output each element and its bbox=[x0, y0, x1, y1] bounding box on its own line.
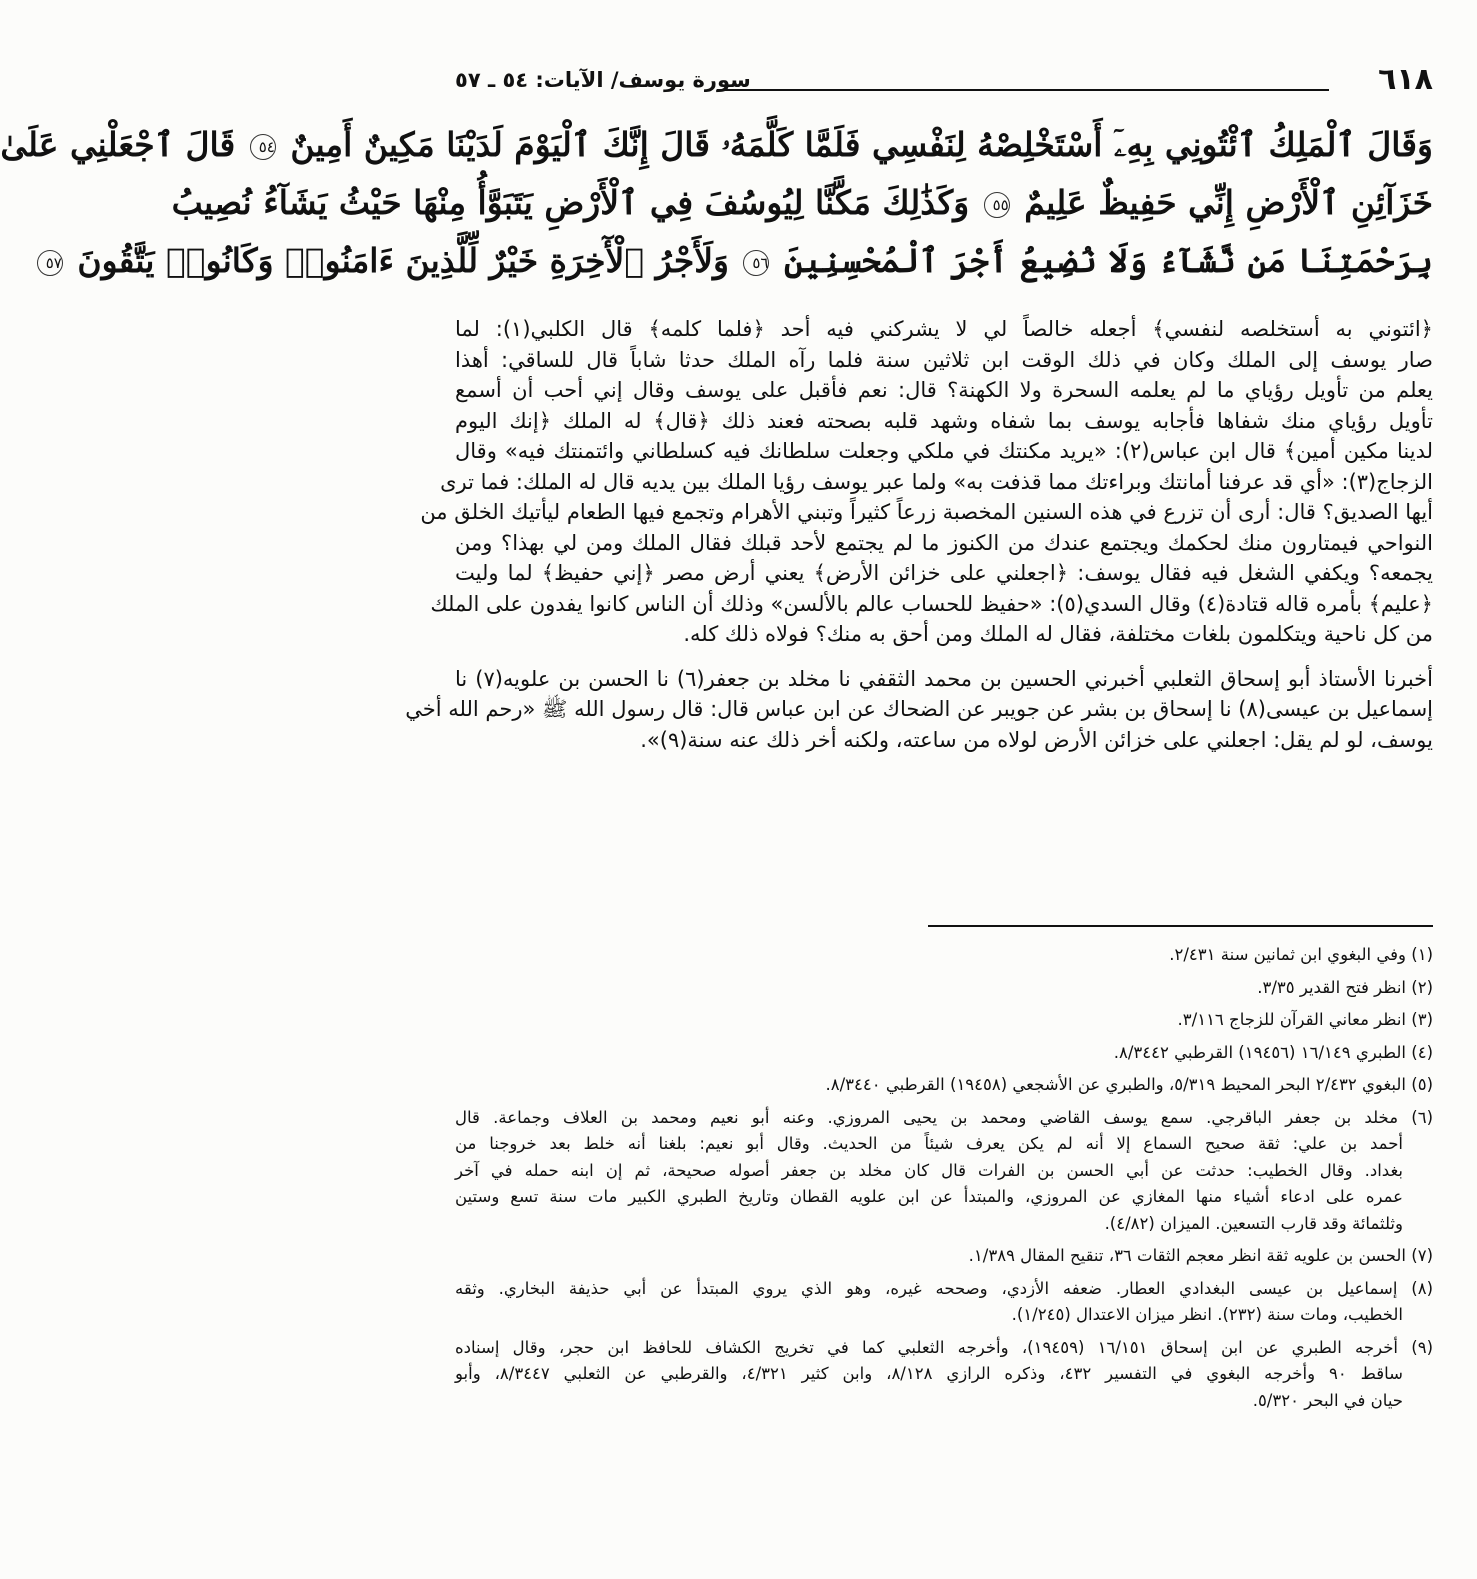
verse-text: بِرَحْمَتِنَا مَن نَّشَآءُ وَلَا نُضِيعُ أَجْرَ ٱلْمُحْسِنِينَ bbox=[783, 241, 1433, 280]
footnote-line: (٢) انظر فتح القدير ٣/٣٥. bbox=[1257, 977, 1433, 997]
body-line: الزجاج(٣): «أي قد عرفنا أمانتك وبراءتك مما قذفت به» ولما عبر يوسف رؤيا الملك بين يديه قال له الملك: فما ترى bbox=[440, 469, 1433, 494]
body-line: ﴿ائتوني به أستخلصه لنفسي﴾ أجعله خالصاً لي لا يشركني فيه أحد ﴿فلما كلمه﴾ قال الكلبي(١): لما bbox=[455, 317, 1433, 341]
footnote-line: (٥) البغوي ٢/٤٣٢ البحر المحيط ٥/٣١٩، والطبري عن الأشجعي (١٩٤٥٨) القرطبي ٨/٣٤٤٠. bbox=[825, 1075, 1433, 1094]
verse-line bbox=[171, 174, 1433, 232]
body-line: لدينا مكين أمين﴾ قال ابن عباس(٢): «يريد مكنتك في ملكي وجعلت سلطانك فيه كسلطاني وائتمنتك فيه» وقال bbox=[455, 439, 1433, 463]
commentary-body bbox=[405, 314, 1433, 755]
ayah-number-marker: ٥٧ bbox=[37, 250, 63, 276]
surah-reference: سورة يوسف/ الآيات: ٥٤ ـ ٥٧ bbox=[455, 68, 751, 92]
footnote-separator bbox=[928, 925, 1433, 927]
verse-line bbox=[0, 116, 1433, 174]
body-line: من كل ناحية ويتكلمون بلغات مختلفة، فقال له الملك ومن أحق به منك؟ فولاه ذلك كله. bbox=[683, 622, 1433, 646]
verses-block bbox=[0, 116, 1433, 290]
body-line: ﴿عليم﴾ بأمره قاله قتادة(٤) وقال السدي(٥): «حفيظ للحساب عالم بالألسن» وذلك أن الناس كانوا يفدون على الملك bbox=[430, 591, 1433, 616]
footnote-line: الخطيب، ومات سنة (٢٣٢). انظر ميزان الاعتدال (١/٢٤٥). bbox=[1011, 1305, 1403, 1324]
header-rule bbox=[717, 89, 1329, 91]
body-line: أيها الصديق؟ قال: أرى أن تزرع في هذه السنين المخصبة زرعاً كثيراً وتبني الأهرام وتجمع فيها الطعام ليأتيك الخلق من bbox=[420, 500, 1433, 524]
body-line: النواحي فيمتارون منك لحكمك ويجتمع عندك من الكنوز ما لم يجتمع لأحد قبلك فقال الملك ومن لي بهذا؟ ومن bbox=[455, 530, 1433, 555]
footnote-line: (٨) إسماعيل بن عيسى البغدادي العطار. ضعفه الأزدي، وصححه غيره، وهو الذي يروي المبتدأ عن أبي حذيفة البخاري. وثقه bbox=[455, 1278, 1433, 1298]
ayah-number-marker: ٥٥ bbox=[984, 192, 1010, 218]
body-line: يعلم من تأويل رؤياي ما لم يعلمه السحرة ولا الكهنة؟ قال: نعم فأقبل على يوسف وقال إني أحب أن أسمع bbox=[455, 378, 1433, 402]
body-line: يجمعه؟ ويكفي الشغل فيه فقال يوسف: ﴿اجعلني على خزائن الأرض﴾ يعني أرض مصر ﴿إني حفيظ﴾ لما وليت bbox=[455, 561, 1433, 585]
page-number: ٦١٨ bbox=[1378, 62, 1433, 97]
body-line: أخبرنا الأستاذ أبو إسحاق الثعلبي أخبرني الحسين بن محمد الثقفي نا مخلد بن جعفر(٦) نا الحسن بن علويه(٧) نا bbox=[455, 666, 1433, 691]
footnote-line: عمره على ادعاء أشياء منها المغازي عن المروزي، والمبتدأ عن ابن علويه القطان وتاريخ الطبري الكبير مات سنة تسع وستين bbox=[455, 1187, 1403, 1206]
footnote-line: (٤) الطبري ١٦/١٤٩ (١٩٤٥٦) القرطبي ٨/٣٤٤٢. bbox=[1113, 1042, 1433, 1062]
body-line: تأويل رؤياي منك شفاها فأجابه يوسف بما شفاه وشهد قلبه بصحته فعند ذلك ﴿قال﴾ له الملك ﴿إنك اليوم bbox=[455, 408, 1433, 433]
footnote-line: (٧) الحسن بن علويه ثقة انظر معجم الثقات ٣٦، تنقيح المقال ١/٣٨٩. bbox=[968, 1246, 1433, 1265]
footnotes bbox=[455, 942, 1433, 1414]
verse-line bbox=[45, 232, 1433, 290]
body-line: صار يوسف إلى الملك وكان في ذلك الوقت ابن ثلاثين سنة فلما رآه الملك حدثا شاباً قال للساقي: أهذا bbox=[455, 347, 1433, 372]
footnote-line: حيان في البحر ٥/٣٢٠. bbox=[1252, 1390, 1403, 1410]
body-line: يوسف، لو لم يقل: اجعلني على خزائن الأرض لولاه من ساعته، ولكنه أخر ذلك عنه سنة(٩)». bbox=[640, 727, 1433, 752]
ayah-number-marker: ٥٦ bbox=[743, 250, 769, 276]
footnote-line: (٦) مخلد بن جعفر الباقرجي. سمع يوسف القاضي ومحمد بن يحيى المروزي. وعنه أبو نعيم ومحمد بن العلاف وجماعة. قال bbox=[455, 1107, 1433, 1127]
footnote-line: وثلثمائة وقد قارب التسعين. الميزان (٤/٨٢). bbox=[1104, 1213, 1403, 1233]
footnote-line: (٣) انظر معاني القرآن للزجاج ٣/١١٦. bbox=[1177, 1010, 1433, 1029]
verse-text: وَكَذَٰلِكَ مَكَّنَّا لِيُوسُفَ فِي ٱلْأَرْضِ يَتَبَوَّأُ مِنْهَا حَيْثُ يَشَآءُ نُصِيبُ bbox=[171, 183, 970, 222]
running-header bbox=[455, 60, 1433, 100]
footnote-line: بغداد. وقال الخطيب: حدثت عن أبي الحسن بن الفرات قال كان مخلد بن جعفر أصوله صحيحة، ثم إن ابنه حمله في آخر bbox=[455, 1160, 1403, 1180]
verse-text: وَلَأَجْرُ ٱلْأٓخِرَةِ خَيْرٌ لِّلَّذِينَ ءَامَنُوا۟ وَكَانُوا۟ يَتَّقُونَ bbox=[77, 241, 729, 280]
footnote-line: أحمد بن علي: ثقة صحيح السماع إلا أنه لم يكن يعرف شيئاً من الحديث. وقال أبو نعيم: بلغنا أنه خلط بعد خروجنا من bbox=[455, 1134, 1403, 1153]
body-line: إسماعيل بن عيسى(٨) نا إسحاق بن بشر عن جويبر عن الضحاك عن ابن عباس قال: قال رسول الله ﷺ «رحم الله أخي bbox=[405, 697, 1433, 721]
ayah-number-marker: ٥٤ bbox=[250, 134, 276, 160]
footnote-line: (١) وفي البغوي ابن ثمانين سنة ٢/٤٣١. bbox=[1169, 945, 1433, 964]
verse-text: قَالَ ٱجْعَلْنِي عَلَىٰ bbox=[0, 125, 236, 164]
footnote-line: (٩) أخرجه الطبري عن ابن إسحاق ١٦/١٥١ (١٩٤٥٩)، وأخرجه الثعلبي كما في تخريج الكشاف للحافظ ابن حجر، وقال إسناده bbox=[455, 1337, 1434, 1357]
verse-text: خَزَآئِنِ ٱلْأَرْضِ إِنِّي حَفِيظٌ عَلِيمٌ bbox=[1024, 183, 1433, 222]
footnote-line: ساقط ٩٠ وأخرجه البغوي في التفسير ٤٣٢، وذكره الرازي ٨/١٢٨، وابن كثير ٤/٣٢١، والقرطبي عن الثعلبي ٨/٣٤٤٧، وأبو bbox=[455, 1364, 1404, 1383]
verse-text: وَقَالَ ٱلْمَلِكُ ٱئْتُونِي بِهِۦٓ أَسْتَخْلِصْهُ لِنَفْسِي فَلَمَّا كَلَّمَهُۥ قَالَ إِنَّكَ ٱلْيَوْمَ لَدَيْنَا مَكِينٌ أَمِينٌ bbox=[290, 125, 1433, 164]
